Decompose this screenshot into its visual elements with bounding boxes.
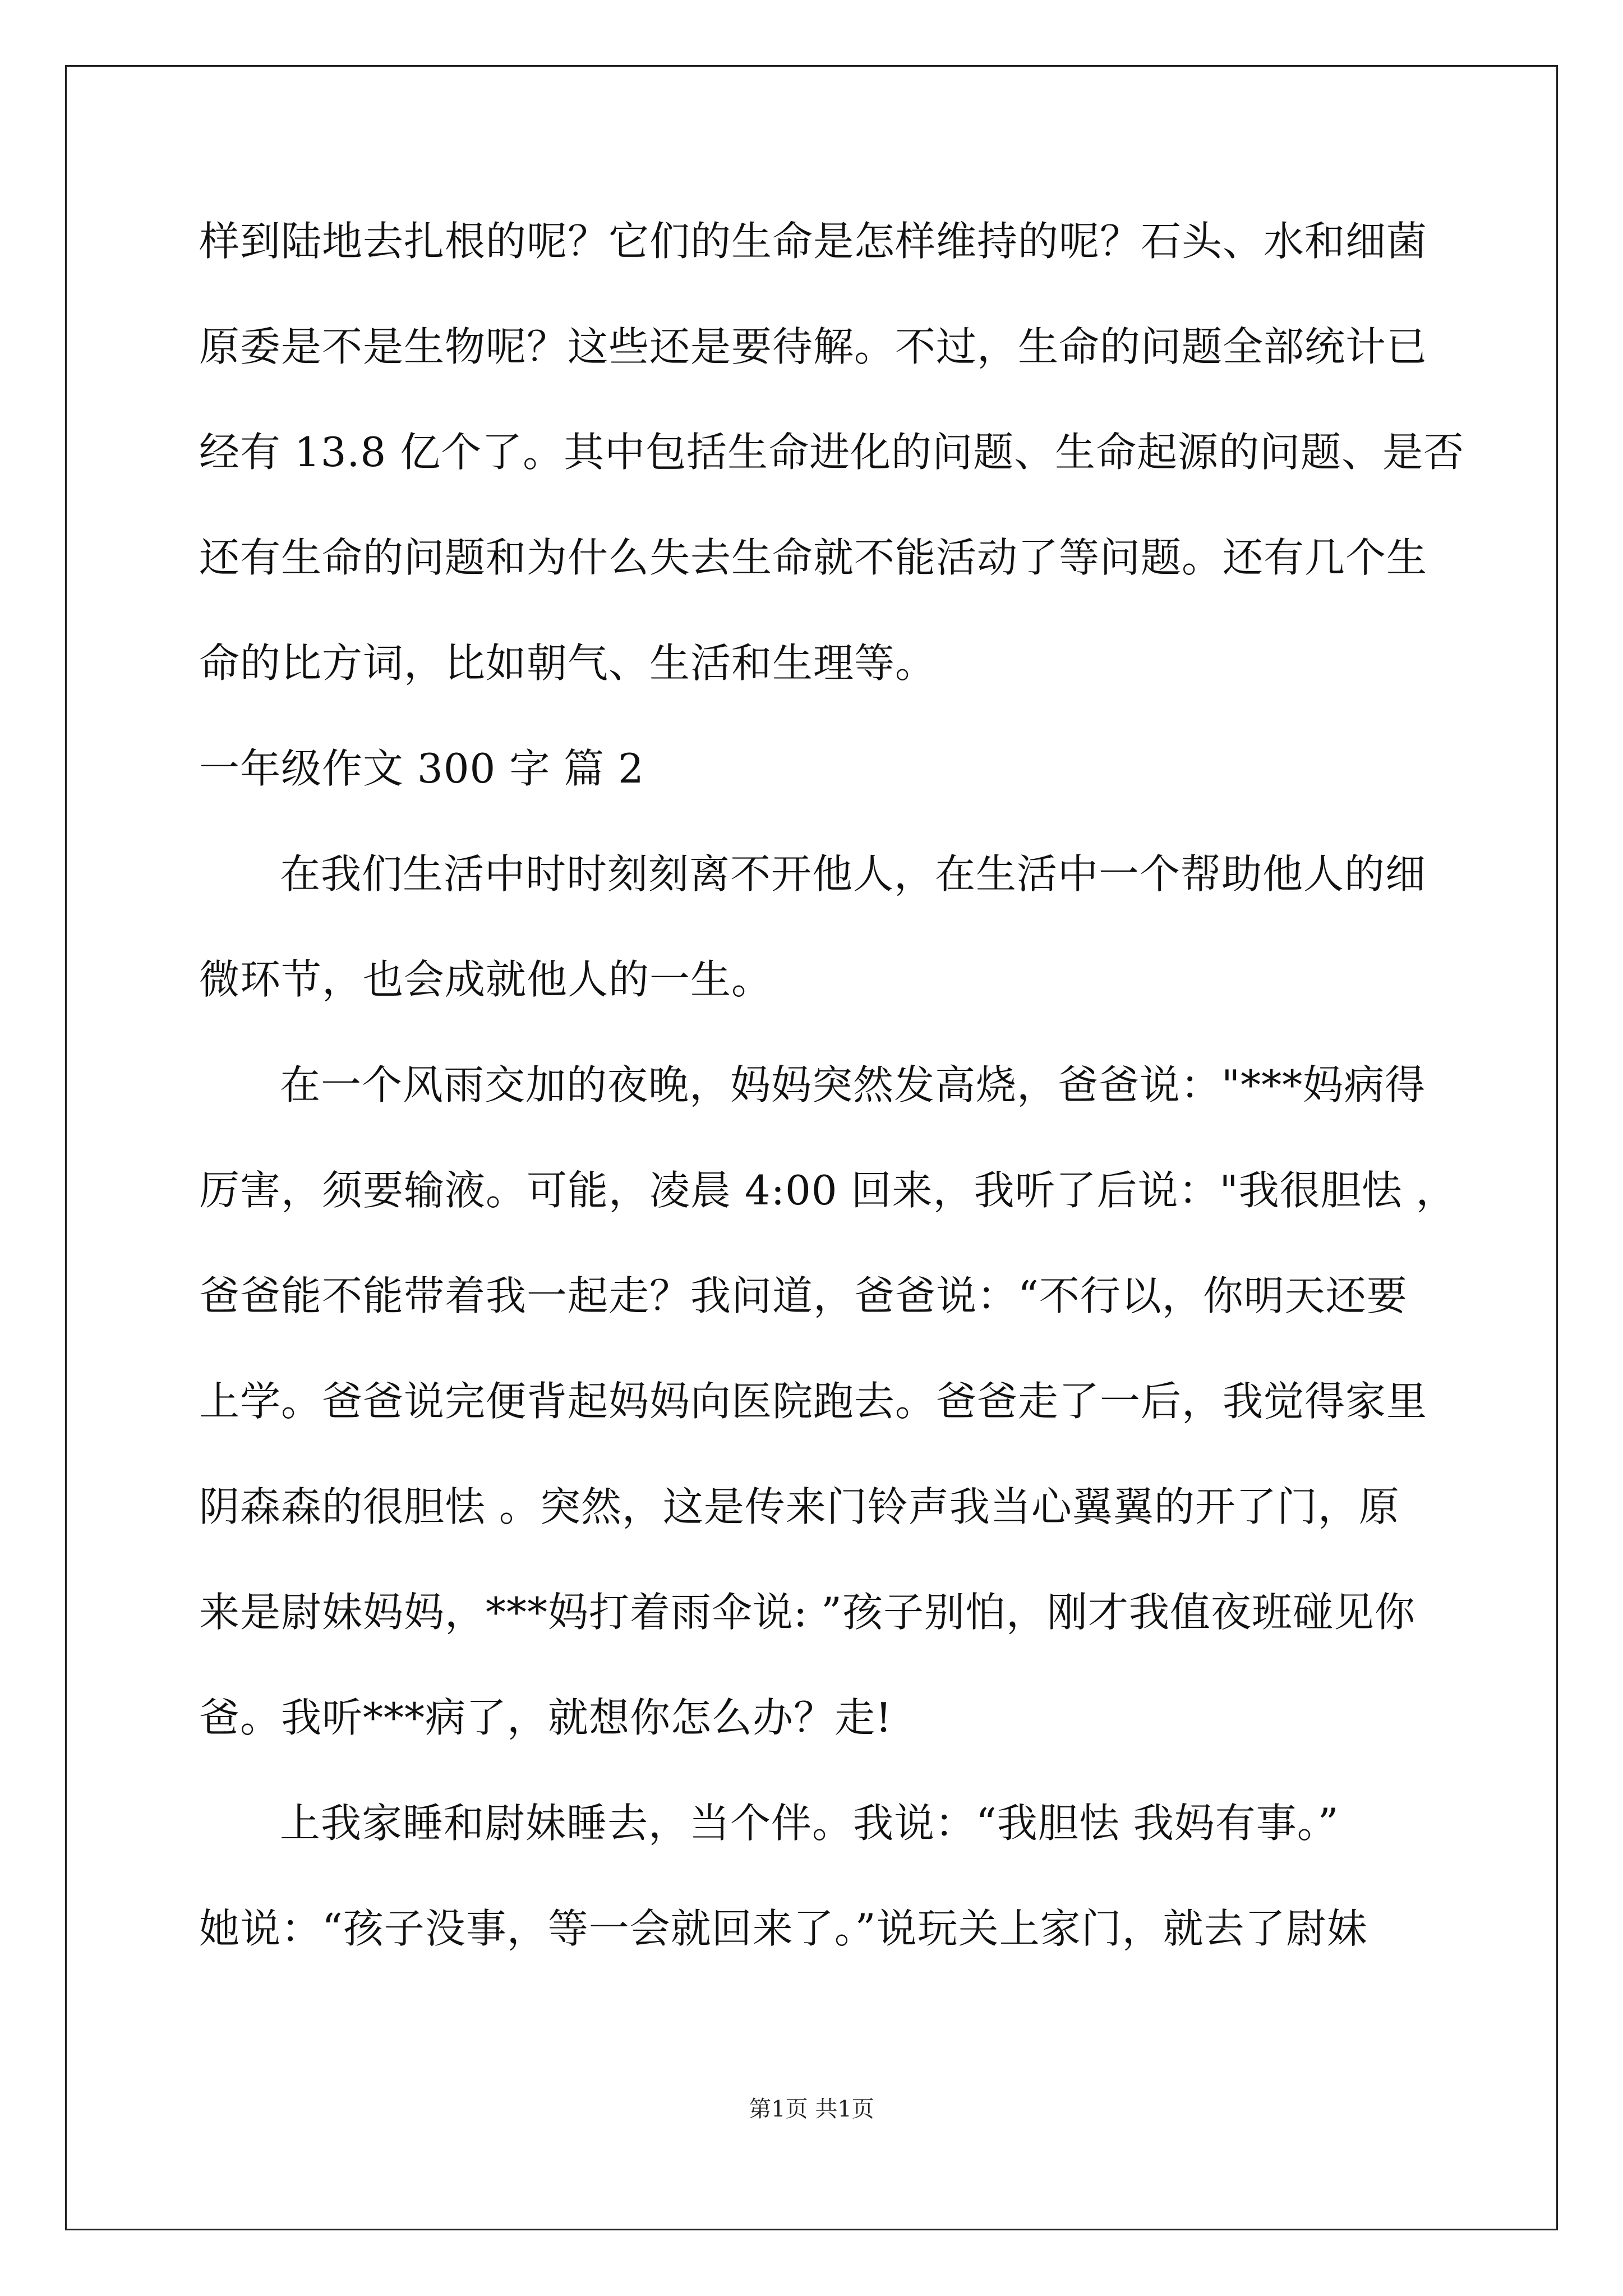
text-line: 样到陆地去扎根的呢？它们的生命是怎样维持的呢？石头、水和细菌	[199, 218, 1428, 265]
page-footer: 第1页 共1页	[749, 2096, 874, 2122]
text-line: 爸。我听***病了，就想你怎么办？走!	[199, 1694, 892, 1741]
text-line: 原委是不是生物呢？这些还是要待解。不过，生命的问题全部统计已	[199, 323, 1428, 370]
text-line: 厉害，须要输液。可能，凌晨 4:00 回来，我听了后说："我很胆怯 ，	[199, 1167, 1457, 1214]
text-line: 经有 13.8 亿个了。其中包括生命进化的问题、生命起源的问题、是否	[199, 429, 1465, 476]
paragraph-start: 在一个风雨交加的夜晚，妈妈突然发高烧，爸爸说："***妈病得	[280, 1061, 1426, 1108]
text-line: 上学。爸爸说完便背起妈妈向医院跑去。爸爸走了一后，我觉得家里	[199, 1378, 1428, 1425]
section-heading: 一年级作文 300 字 篇 2	[199, 745, 644, 792]
text-line: 还有生命的问题和为什么失去生命就不能活动了等问题。还有几个生	[199, 534, 1428, 581]
text-line: 微环节，也会成就他人的一生。	[199, 956, 773, 1003]
text-line: 她说：“孩子没事，等一会就回来了。”说玩关上家门，就去了尉妹	[199, 1905, 1368, 1952]
paragraph-start: 在我们生活中时时刻刻离不开他人，在生活中一个帮助他人的细	[280, 850, 1427, 898]
text-line: 命的比方词，比如朝气、生活和生理等。	[199, 639, 937, 687]
text-line: 爸爸能不能带着我一起走？我问道，爸爸说：“不行以，你明天还要	[199, 1272, 1408, 1319]
paragraph-start: 上我家睡和尉妹睡去，当个伴。我说：“我胆怯 我妈有事。”	[280, 1800, 1339, 1847]
text-line: 来是尉妹妈妈，***妈打着雨伞说: ”孩子别怕，刚才我值夜班碰见你	[199, 1589, 1415, 1636]
text-line: 阴森森的很胆怯 。突然，这是传来门铃声我当心翼翼的开了门，原	[199, 1483, 1400, 1530]
